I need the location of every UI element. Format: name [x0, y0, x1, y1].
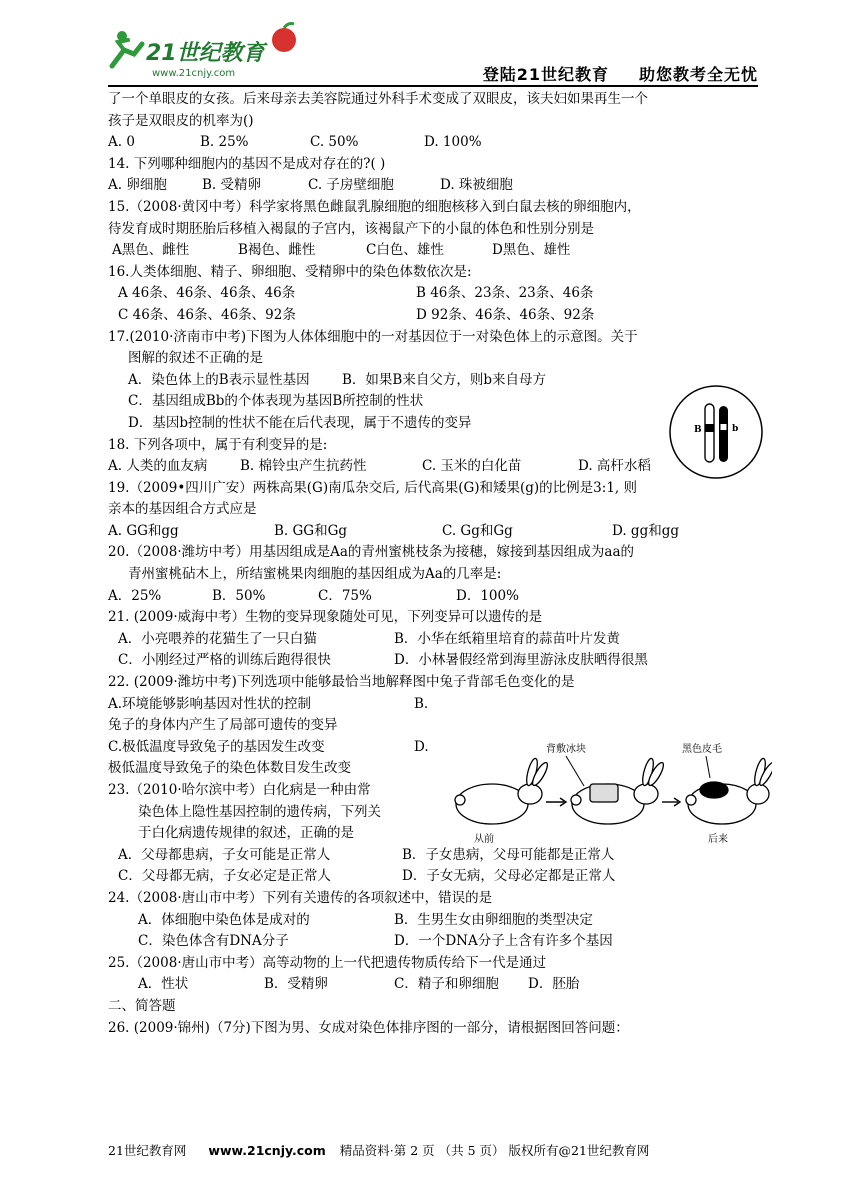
option: A. 人类的血友病 [108, 458, 208, 475]
option: A．25% [108, 587, 162, 604]
logo [108, 20, 308, 82]
rabbit-before [455, 757, 550, 824]
q18-stem: 18. 下列各项中，属于有利变异的是: [108, 436, 328, 453]
q14-options [108, 175, 768, 197]
figure-circle [670, 386, 762, 478]
label-before: 从前 [474, 834, 494, 845]
gene-label-b: b [732, 424, 739, 434]
option: B. 棉铃虫产生抗药性 [240, 458, 367, 475]
q24-stem: 24.（2008·唐山市中考）下列有关遗传的各项叙述中，错误的是 [108, 889, 493, 906]
header-rule [108, 85, 758, 87]
section-title: 二、简答题 [108, 997, 176, 1014]
document-body [108, 89, 768, 1039]
q14-stem: 14. 下列哪种细胞内的基因不是成对存在的?( ) [108, 155, 386, 172]
q19-line1: 19.（2009•四川广安）两株高果(G)南瓜杂交后, 后代高果(G)和矮果(g)的比例是3:1, 则 [108, 479, 637, 496]
chromosome-right [719, 406, 728, 462]
q21-options-row1 [108, 629, 768, 651]
option: B 46条、23条、23条、46条 [416, 285, 594, 302]
chromosome-figure [668, 384, 764, 480]
option: A. 卵细胞 [108, 177, 167, 194]
option: C.极低温度导致兔子的基因发生改变 [108, 738, 325, 755]
option: A 46条、46条、46条、46条 [118, 285, 296, 302]
q17-option-d: D．基因b控制的性状不能在后代表现，属于不遗传的变异 [128, 414, 472, 431]
q16-stem: 16.人类体细胞、精子、卵细胞、受精卵中的染色体数依次是: [108, 263, 472, 280]
option: D．小林暑假经常到海里游泳皮肤晒得很黑 [394, 652, 648, 669]
option: D 92条、46条、46条、92条 [416, 306, 595, 323]
q26-stem: 26. (2009·锦州)（7分)下图为男、女成对染色体排序图的一部分，请根据图回答问题： [108, 1019, 629, 1036]
option: B. 25% [200, 134, 249, 151]
option: D黑色、雄性 [492, 242, 571, 259]
option: C. Gg和Gg [442, 522, 513, 539]
option: C．75% [318, 587, 372, 604]
q17-option-c: C．基因组成Bb的个体表现为基因B所控制的性状 [128, 393, 424, 410]
option: D．胚胎 [528, 976, 580, 993]
option: B褐色、雌性 [238, 242, 316, 259]
logo-url: www.21cnjy.com [152, 68, 236, 79]
option: A．小亮喂养的花猫生了一只白猫 [118, 630, 317, 647]
q24-options-row2 [108, 931, 768, 953]
q22-options-row1 [108, 694, 768, 716]
q22-option-d-text: 极低温度导致兔子的染色体数目发生改变 [108, 760, 351, 777]
option-letter: D. [414, 738, 429, 755]
option: C. 玉米的白化苗 [422, 458, 522, 475]
page-header [108, 20, 758, 90]
option: C 46条、46条、46条、92条 [118, 306, 296, 323]
option: A．体细胞中染色体是成对的 [138, 911, 310, 928]
q23-options-row1 [108, 845, 768, 867]
option: C．染色体含有DNA分子 [138, 933, 289, 950]
q25-stem: 25.（2008·唐山市中考）高等动物的上一代把遗传物质传给下一代是通过 [108, 954, 547, 971]
rabbit-figure [452, 740, 772, 846]
rabbit-after [686, 757, 772, 824]
q23-options-row2 [108, 866, 768, 888]
option: B．50% [212, 587, 266, 604]
option: B. 受精卵 [202, 177, 262, 194]
option: D. 高杆水稻 [578, 458, 651, 475]
slogan-right: 助您教考全无忧 [638, 65, 758, 84]
q23-line1: 23.（2010·哈尔滨中考）白化病是一种由常 [108, 782, 371, 798]
label-ice-pack: 背敷冰块 [546, 744, 586, 755]
q22-stem: 22. (2009·潍坊中考)下列选项中能够最恰当地解释图中兔子背部毛色变化的是 [108, 674, 575, 691]
q21-stem: 21. (2009·威海中考）生物的变异现象随处可见，下列变异可以遗传的是 [108, 609, 543, 626]
footer-info: 精品资料·第 2 页 （共 5 页） 版权所有@21世纪教育网 [339, 1143, 650, 1158]
q13-line2: 孩子是双眼皮的机率为() [108, 112, 254, 129]
label-after: 后来 [708, 834, 728, 845]
q19-line2: 亲本的基因组合方式应是 [108, 501, 257, 518]
q15-line1: 15.（2008·黄冈中考）科学家将黑色雌鼠乳腺细胞的细胞核移入到白鼠去核的卵细胞内， [108, 198, 641, 215]
option: D．一个DNA分子上含有许多个基因 [394, 933, 613, 950]
chromosome-left [705, 404, 714, 462]
q13-options [108, 132, 768, 154]
footer-url: www.21cnjy.com [208, 1143, 326, 1158]
option: D. 珠被细胞 [440, 177, 513, 194]
q15-line2: 待发育成时期胚胎后移植入褐鼠的子宫内，该褐鼠产下的小鼠的体色和性别分别是 [108, 220, 594, 237]
option: D. gg和gg [612, 522, 679, 539]
q17-line1: 17.(2010·济南市中考)下图为人体体细胞中的一对基因位于一对染色体上的示意图。关于 [108, 328, 638, 345]
q25-options [108, 974, 768, 996]
slogan-left: 登陆21世纪教育 [482, 65, 609, 84]
option: A．染色体上的B表示显性基因 [128, 371, 310, 388]
option: D．子女无病，父母必定都是正常人 [402, 868, 616, 885]
option: A黑色、雌性 [112, 242, 190, 259]
q17-line2: 图解的叙述不正确的是 [128, 350, 263, 367]
option: C．父母都无病，子女必定是正常人 [118, 868, 331, 885]
rabbit-ice-pack [571, 757, 666, 824]
q19-options [108, 521, 768, 543]
q23-line3: 于白化病遗传规律的叙述，正确的是 [138, 825, 354, 842]
q13-line1: 了一个单眼皮的女孩。后来母亲去美容院通过外科手术变成了双眼皮，该夫妇如果再生一个 [108, 91, 648, 107]
option: C．小刚经过严格的训练后跑得很快 [118, 652, 331, 669]
q16-options-row2 [108, 305, 768, 327]
q22-option-b-text: 兔子的身体内产生了局部可遗传的变异 [108, 717, 338, 734]
q15-options [108, 240, 768, 262]
option: C. 子房壁细胞 [308, 177, 394, 194]
footer-site: 21世纪教育网 [108, 1143, 187, 1158]
slogan [453, 62, 758, 85]
option: C．精子和卵细胞 [394, 976, 499, 993]
option: C白色、雄性 [366, 242, 444, 259]
q20-line1: 20.（2008·潍坊中考）用基因组成是Aa的青州蜜桃枝条为接穗，嫁接到基因组成为aa的 [108, 544, 635, 561]
option: D．100% [456, 587, 519, 604]
option: B．子女患病，父母可能都是正常人 [402, 846, 615, 863]
q23-line2: 染色体上隐性基因控制的遗传病，下列关 [138, 803, 381, 820]
option: D. 100% [424, 134, 482, 151]
page-footer [108, 1141, 758, 1159]
option: B. GG和Gg [274, 522, 347, 539]
q24-options-row1 [108, 910, 768, 932]
option: A．父母都患病，子女可能是正常人 [118, 846, 331, 863]
runner-icon [112, 31, 142, 66]
label-black-fur: 黑色皮毛 [682, 744, 722, 755]
q20-line2: 青州蜜桃砧木上，所结蜜桃果肉细胞的基因组成为Aa的几率是: [128, 566, 502, 583]
gene-label-B: B [694, 425, 702, 435]
logo-text: 21世纪教育 [146, 41, 265, 66]
q16-options-row1 [108, 283, 768, 305]
option: B．受精卵 [264, 976, 328, 993]
option: A. GG和gg [108, 522, 179, 539]
option: C. 50% [310, 134, 359, 151]
option: B．如果B来自父方，则b来自母方 [342, 371, 546, 388]
q21-options-row2 [108, 650, 768, 672]
option: A．性状 [138, 976, 189, 993]
option: A. 0 [108, 134, 135, 151]
option: B．小华在纸箱里培育的蒜苗叶片发黄 [394, 630, 620, 647]
apple-icon [272, 24, 296, 53]
q20-options [108, 586, 768, 608]
option: A.环境能够影响基因对性状的控制 [108, 695, 312, 712]
option: B．生男生女由卵细胞的类型决定 [394, 911, 593, 928]
option-letter: B. [414, 695, 429, 712]
